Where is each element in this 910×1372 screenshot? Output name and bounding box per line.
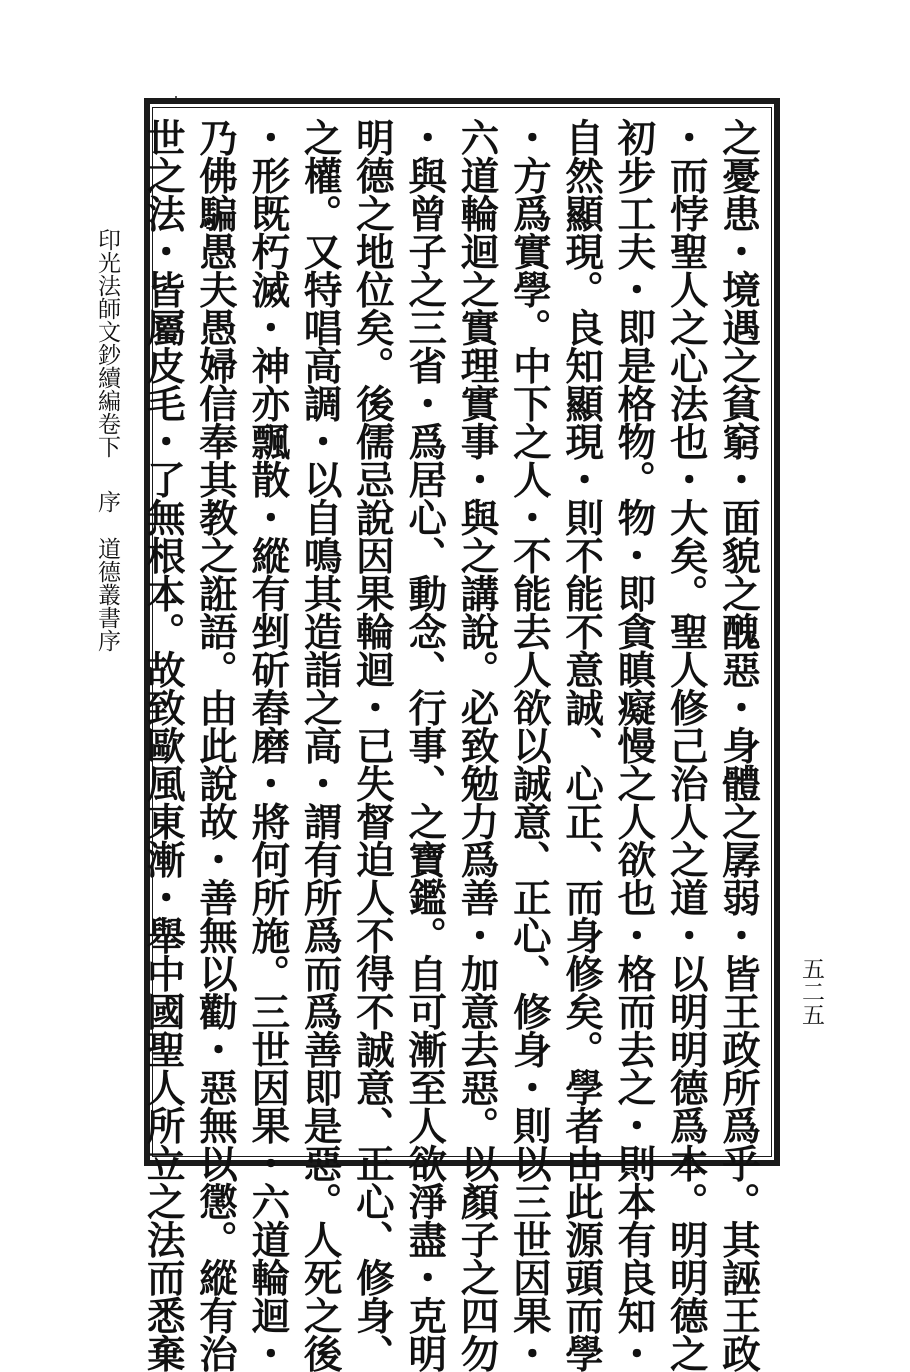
book-title: 印光法師文鈔續編卷下 [94,228,120,458]
text-column: 乃佛騙愚夫愚婦信奉其教之誑語。由此說故・善無以勸・惡無以懲。縱有治 [193,118,239,1372]
text-column: 自然顯現。良知顯現・則不能不意誠、心正、而身修矣。學者由此源頭而學 [559,118,605,1372]
text-column: ・而悖聖人之心法也・大矣。聖人修己治人之道・以明明德爲本。明明德之 [663,118,709,1372]
text-column: 世之法・皆屬皮毛・了無根本。故致歐風東漸・舉中國聖人所立之法而悉棄 [140,118,186,1372]
text-column: ・與曾子之三省・爲居心、動念、行事、之寶鑑。自可漸至人欲淨盡・克明 [402,118,448,1372]
body-text [140,118,764,1372]
chapter-title: 道德叢書序 [94,537,120,652]
text-column: 明德之地位矣。後儒忌說因果輪迴・已失督迫人不得不誠意、正心、修身、 [349,118,395,1372]
text-column: ・形既朽滅・神亦飄散・縱有剉斫舂磨・將何所施。三世因果・六道輪迴・ [245,118,291,1372]
text-column: 之權。又特唱高調・以自鳴其造詣之高・謂有所爲而爲善即是惡。人死之後 [297,118,343,1372]
page-number: 五二五 [798,957,824,1026]
text-column: 六道輪迴之實理實事・與之講說。必致勉力爲善・加意去惡。以顏子之四勿 [454,118,500,1372]
section-label: 序 [94,490,120,513]
running-header [88,228,124,652]
text-column: 初步工夫・即是格物。物・即貪瞋癡慢之人欲也・格而去之・則本有良知・ [611,118,657,1372]
text-column: ・方爲實學。中下之人・不能去人欲以誠意、正心、修身・則以三世因果・ [506,118,552,1372]
text-column: 之憂患・境遇之貧窮・面貌之醜惡・身體之孱弱・皆王政所爲乎。其誣王政 [716,118,761,1372]
